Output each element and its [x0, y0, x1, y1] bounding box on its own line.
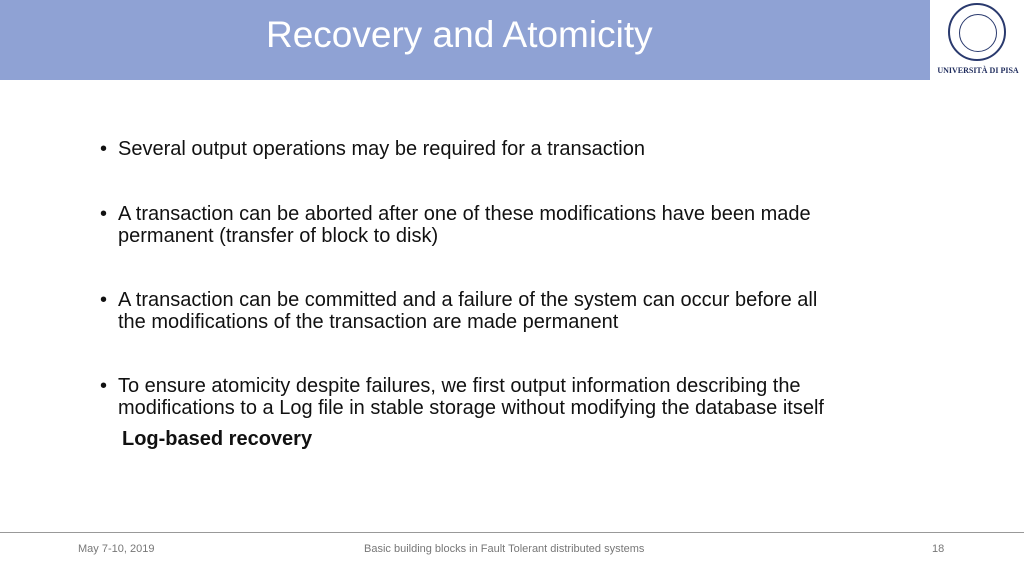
emphasis-text: Log-based recovery: [122, 428, 313, 450]
bullet-dot: •: [100, 138, 108, 160]
bullet-dot: •: [100, 203, 108, 225]
bullet-text: To ensure atomicity despite failures, we first output information describing the modifications to a Log file in stable storage without modifying the database itself: [118, 375, 824, 419]
university-logo: [932, 0, 1024, 80]
slide-title: Recovery and Atomicity: [266, 14, 653, 55]
title-bar: [0, 0, 930, 80]
logo-text: UNIVERSITÀ DI PISA: [937, 66, 1019, 75]
bullet-dot: •: [100, 375, 108, 397]
bullet-text: A transaction can be aborted after one of these modifications have been made permanent (transfer of block to disk): [118, 203, 811, 247]
page-number: 18: [932, 543, 945, 555]
bullet-text: A transaction can be committed and a failure of the system can occur before all the modifications of the transaction are made permanent: [118, 289, 818, 333]
university-seal-icon: [948, 3, 1006, 61]
bullet-dot: •: [100, 289, 108, 311]
bullet-text: Several output operations may be required for a transaction: [118, 138, 645, 160]
footer-title: Basic building blocks in Fault Tolerant distributed systems: [364, 543, 645, 555]
footer-date: May 7-10, 2019: [78, 543, 155, 555]
footer-divider: [0, 532, 1024, 533]
